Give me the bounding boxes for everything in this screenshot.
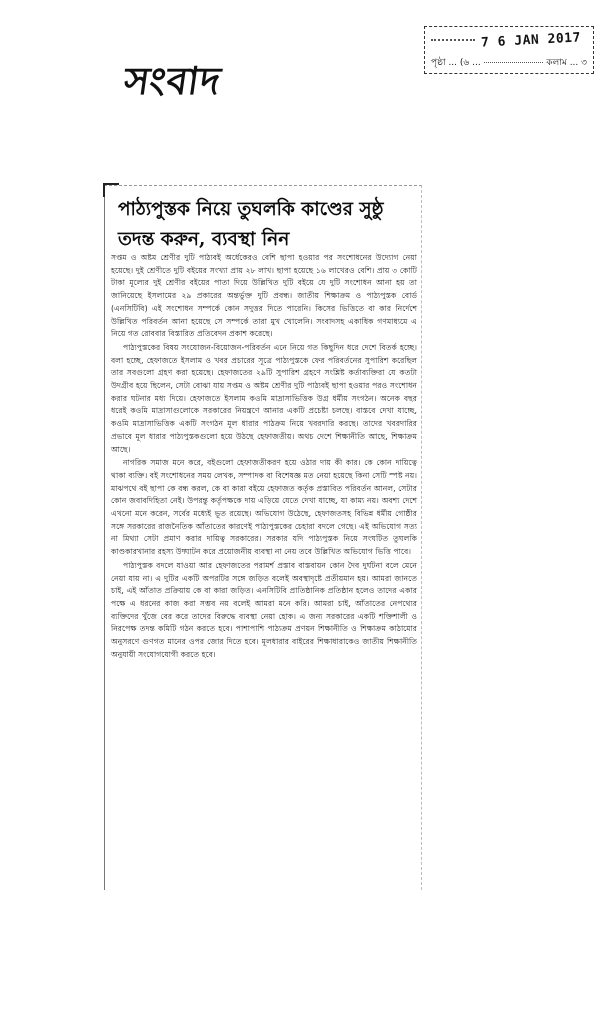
stamp-dotted-line — [484, 62, 544, 63]
article-paragraph: পাঠ্যপুস্তকের বিষয় সংযোজন-বিয়োজন-পরিবর্তন এনে নিয়ে গত কিছুদিন ধরে দেশে বিতর্ক হচ্ছে। বলা হচ্ছে, হেফাজতে ইসলাম ও খবর প্রচারের সূত্রে পাঠ্যপুস্তকে ফের পরিবর্তনের সুপারিশ করেছিল তার সবগুলো গ্রহণ করা হয়েছে। হেফাজতের ২৯টি সুপারিশ গ্রহণে সংশ্লিষ্ট কর্তাব্যক্তিরা যে কতটা উদগ্রীব হয়ে ছিলেন, সেটা বোঝা যায় সপ্তম ও অষ্টম শ্রেণীর দুটি পাঠ্যবই ছাপা হওয়ার পরও সংশোধন করার ঘটনার মধ্য দিয়ে। হেফাজতে ইসলাম কওমি মাদ্রাসাভিত্তিক উগ্র ধর্মীয় সংগঠন। অনেক বছর ধরেই কওমি মাদ্রাসাগুলোকে সরকারের নিয়ন্ত্রণে আনার একটি প্রচেষ্টা চলছে। বাস্তবে দেখা যাচ্ছে, কওমি মাদ্রাসাভিত্তিক একটি সংগঠন মূল ধারার পাঠক্রম নিয়ে খবরদারি করছে। তাদের খবরদারির প্রভাবে মূল ধারার পাঠ্যপুস্তকগুলো হয়ে উঠছে হেফাজতীয়। অথচ দেশে শিক্ষানীতি আছে, শিক্ষাক্রম আছে। — [111, 342, 417, 454]
stamp-page-row — [431, 55, 587, 70]
date-stamp — [424, 26, 594, 74]
article-paragraph: নাগরিক সমাজ মনে করে, বইগুলো হেফাজতীকরণ হয়ে ওঠার দায় কী কার। কে কোন দায়িত্বে থাকা ব্যক্তি। বই সংশোধনের সময় লেখক, সম্পাদক বা বিশেষজ্ঞ মত নেয়া হয়েছে কিনা সেটি স্পষ্ট নয়। মাঝপথে বই ছাপা কে বন্ধ করল, কে বা কারা বইয়ে হেফাজত কর্তৃক প্রস্তাবিত পরিবর্তন আনল, সেটার কোন জবাবদিহিতা নেই। উপরন্তু কর্তৃপক্ষকে দায় এড়িয়ে যেতে দেখা যাচ্ছে, যা কাম্য নয়। অবশ্য দেশে এখনো মনে করেন, সর্বের মধ্যেই ভূত রয়েছে। অভিযোগ উঠেছে, হেফাজতসহ বিভিন্ন ধর্মীয় গোষ্ঠীর সঙ্গে সরকারের রাজনৈতিক আঁতাতের কারণেই পাঠ্যপুস্তকের চেহারা বদলে গেছে। এই অভিযোগ সত্য না মিথ্যা সেটা প্রমাণ করার দায়িত্ব সরকারের। সরকার যদি পাঠ্যপুস্তক নিয়ে সংঘটিত তুঘলকি কাণ্ডকারখানার রহস্য উদ্ঘাটন করে প্রয়োজনীয় ব্যবস্থা না নেয় তবে উল্লিখিত অভিযোগ ভিত্তি পাবে। — [111, 458, 417, 557]
newspaper-masthead: সংবাদ — [121, 58, 225, 103]
article-headline: পাঠ্যপুস্তক নিয়ে তুঘলকি কাণ্ডের সুষ্ঠু তদন্ত করুন, ব্যবস্থা নিন — [118, 199, 384, 250]
clipping-corner-mark — [103, 183, 119, 197]
article-paragraph: সপ্তম ও অষ্টম শ্রেণীর দুটি পাঠ্যবই অর্ধেকেরও বেশি ছাপা হওয়ার পর সংশোধনের উদ্যোগ নেয়া হয়েছে। দুই শ্রেণীতে দুটি বইয়ের সংখ্যা প্রায় ২৮ লাখ। ছাপা হয়েছে ১৬ লাখেরও বেশি। প্রায় ৩ কোটি টাকা মূল্যের দুই শ্রেণীর বইয়ের পাতা দিয়ে উল্লিখিত দুটি বইয়ে যে দুটি সংশোধন আনা হয় তা জানিয়েছে ইসলামের ২৯ প্রকারের অন্তর্ভুক্ত দুটি প্রবন্ধ। জাতীয় শিক্ষাক্রম ও পাঠ্যপুস্তক বোর্ড (এনসিটিবি) এই সংশোধন সম্পর্কে কোন সদুত্তর দিতে পারেনি। কিসের ভিত্তিতে বা কার নির্দেশে উল্লিখিত পরিবর্তন আনা হয়েছে সে সম্পর্কে তারা মুখ খোলেনি। সংবাদসহ একাধিক গণমাধ্যমে এ নিয়ে গত রোববার বিস্তারিত প্রতিবেদন প্রকাশ করেছে। — [111, 253, 417, 339]
stamp-date: 7 6 JAN 2017 — [480, 29, 582, 51]
stamp-dotted-line — [431, 39, 475, 41]
article-body — [111, 252, 417, 663]
article-paragraph: পাঠ্যপুস্তক বদলে যাওয়া আর হেফাজতের পরামর্শ প্রস্তাব বাস্তবায়ন কোন দৈব দুর্ঘটনা বলে মেনে নেয়া যায় না। এ দুটির একটি অপরটির সঙ্গে জড়িত বলেই অবস্থাদৃষ্টে প্রতীয়মান হয়। আমরা জানতে চাই, এই আঁতাত প্রক্রিয়ায় কে বা কারা জড়িত। এনসিটিবি প্রাতিষ্ঠানিক প্রতিষ্ঠান হলেও তাদের একার পক্ষে এ ধরনের কাজ করা সম্ভব নয় বলেই আমরা মনে করি। আমরা চাই, আঁতাতের নেপথ্যের ব্যক্তিদের খুঁজে বের করে তাদের বিরুদ্ধে ব্যবস্থা নেয়া হোক। এ জন্য সরকারের একটি শক্তিশালী ও নিরপেক্ষ তদন্ত কমিটি গঠন করতে হবে। পাশাপাশি পাঠ্যক্রম প্রণয়ন শিক্ষানীতি ও শিক্ষাক্রম কাঠামোর অনুসরণে গুণগত মানের ওপর জোর দিতে হবে। মূলধারার বাইরের শিক্ষাধারাকেও জাতীয় শিক্ষানীতি অনুযায়ী সংযোগযোগী করতে হবে। — [111, 560, 417, 659]
stamp-page-label: পৃষ্ঠা ... (৬ ... — [431, 58, 481, 68]
stamp-column-label: কলাম ... ৩ — [546, 58, 587, 68]
stamp-date-row — [431, 29, 587, 51]
